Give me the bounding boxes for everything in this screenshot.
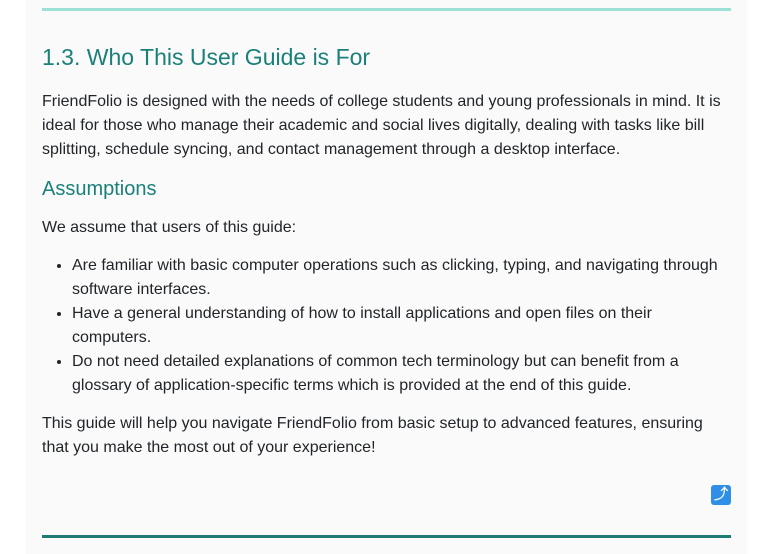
assumptions-list: [42, 254, 732, 398]
section-title: 1.3. Who This User Guide is For: [42, 44, 371, 70]
closing-paragraph: This guide will help you navigate FriendFolio from basic setup to advanced features, ensuring that you make the most out of your experience!: [42, 415, 703, 456]
assumptions-heading: Assumptions: [42, 178, 157, 200]
list-item: • Have a general understanding of how to install applications and open files on their computers.: [72, 302, 732, 350]
back-to-top-icon[interactable]: ⤴: [711, 485, 731, 505]
intro-paragraph: FriendFolio is designed with the needs of college students and young professionals in mind. It is ideal for those who manage their academic and social lives digitally, dealing with tasks like bill splitting, schedule syncing, and contact management through a desktop interface.: [42, 93, 721, 158]
assumptions-lead: We assume that users of this guide:: [42, 219, 297, 236]
list-item: • Are familiar with basic computer operations such as clicking, typing, and navigating through software interfaces.: [72, 254, 732, 302]
list-item: • Do not need detailed explanations of common tech terminology but can benefit from a glossary of application-specific terms which is provided at the end of this guide.: [72, 350, 732, 398]
bottom-divider: [42, 535, 731, 538]
guide-section: [42, 40, 732, 460]
top-divider: [42, 8, 731, 11]
